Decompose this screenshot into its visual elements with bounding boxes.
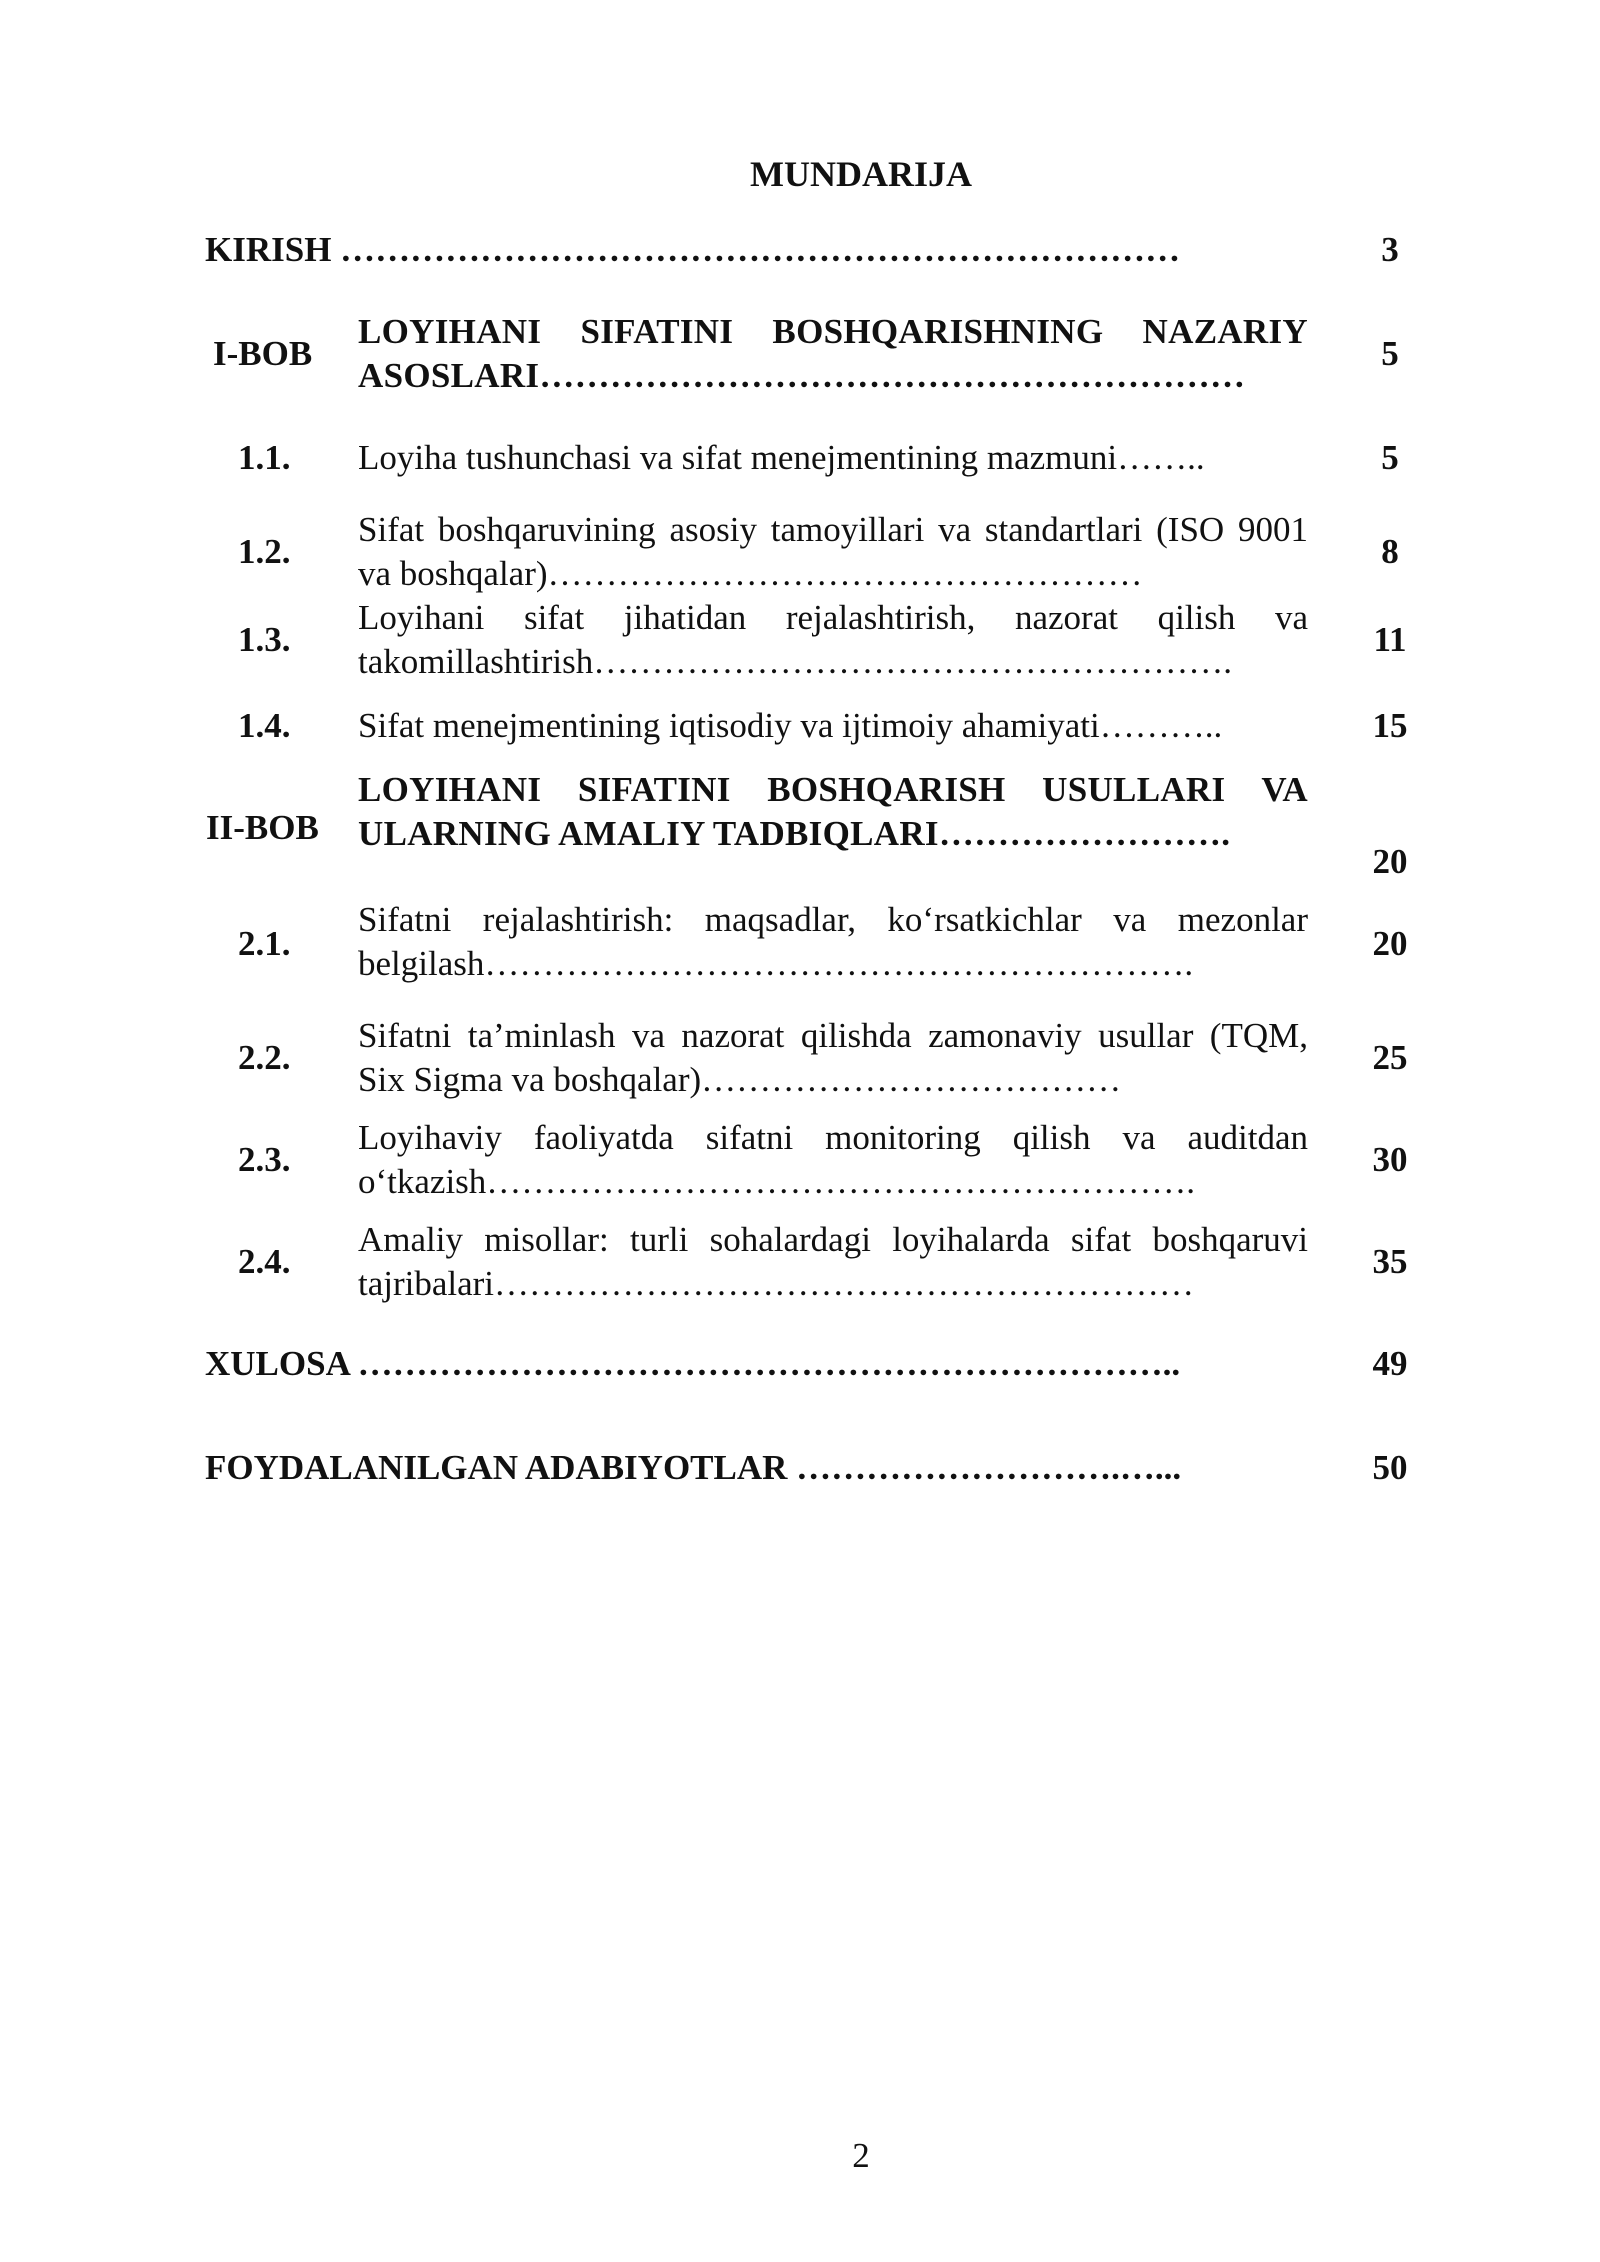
toc-entry-1-4[interactable] <box>0 704 1600 748</box>
toc-entry-label: I-BOB <box>213 334 313 373</box>
toc-entry-references[interactable] <box>0 1446 1600 1490</box>
toc-page-number: 49 <box>1372 1344 1408 1383</box>
toc-page-number: 20 <box>1372 924 1408 963</box>
toc-entry-label: 2.4. <box>238 1242 291 1281</box>
toc-page-number: 35 <box>1372 1242 1408 1281</box>
toc-entry-title: LOYIHANI SIFATINI BOSHQARISH USULLARI VA ULARNING AMALIY TADBIQLARI……………………. <box>358 770 1308 853</box>
toc-entry-2-3[interactable] <box>0 1116 1600 1204</box>
toc-entry-label: 2.1. <box>238 924 291 963</box>
toc-entry-chapter-1[interactable] <box>0 310 1600 398</box>
toc-page-number: 11 <box>1373 620 1407 659</box>
toc-entry-2-2[interactable] <box>0 1014 1600 1102</box>
toc-entry-title: Sifatni ta’minlash va nazorat qilishda zamonaviy usullar (TQM, Six Sigma va boshqalar)……………………………… <box>358 1016 1308 1099</box>
toc-entry-label: 1.3. <box>238 620 291 659</box>
toc-entry-title: Loyihaviy faoliyatda sifatni monitoring qilish va auditdan o‘tkazish……………………………………………………. <box>358 1118 1308 1201</box>
toc-page-number: 30 <box>1372 1140 1408 1179</box>
toc-entry-2-4[interactable] <box>0 1218 1600 1306</box>
toc-entry-label: 1.1. <box>238 438 291 477</box>
toc-entry-label: 2.3. <box>238 1140 291 1179</box>
toc-entry-title: FOYDALANILGAN ADABIYOTLAR ……………………….…... <box>205 1448 1182 1487</box>
toc-entry-title: Loyihani sifat jihatidan rejalashtirish, nazorat qilish va takomillashtirish………………………………………………. <box>358 598 1308 681</box>
toc-page-number: 8 <box>1381 532 1399 571</box>
toc-entry-label: 2.2. <box>238 1038 291 1077</box>
toc-page-number: 5 <box>1381 438 1399 477</box>
toc-entry-intro[interactable] <box>0 228 1600 272</box>
toc-entry-2-1[interactable] <box>0 898 1600 986</box>
page-title: MUNDARIJA <box>750 154 972 194</box>
toc-entry-label: II-BOB <box>206 808 319 847</box>
toc-entry-label: 1.4. <box>238 706 291 745</box>
toc-entry-title: KIRISH ……………………………………………………………… <box>205 230 1181 269</box>
toc-page-number: 3 <box>1381 230 1399 269</box>
toc-entry-chapter-2[interactable] <box>0 768 1600 888</box>
toc-entry-1-2[interactable] <box>0 508 1600 596</box>
toc-entry-title: Sifat boshqaruvining asosiy tamoyillari va standartlari (ISO 9001 va boshqalar)…………………………………………… <box>358 510 1308 593</box>
toc-entry-conclusion[interactable] <box>0 1342 1600 1386</box>
toc-page-number: 5 <box>1381 334 1399 373</box>
toc-page-number: 50 <box>1372 1448 1408 1487</box>
toc-entry-title: Sifatni rejalashtirish: maqsadlar, ko‘rsatkichlar va mezonlar belgilash……………………………………………………. <box>358 900 1308 983</box>
toc-entry-1-3[interactable] <box>0 596 1600 684</box>
toc-entry-title: Sifat menejmentining iqtisodiy va ijtimoiy ahamiyati……….. <box>358 706 1223 745</box>
toc-page-number: 25 <box>1372 1038 1408 1077</box>
toc-page-number: 20 <box>1372 842 1408 881</box>
toc-entry-title: XULOSA …………………………………………………………….. <box>205 1344 1181 1383</box>
toc-entry-title: LOYIHANI SIFATINI BOSHQARISHNING NAZARIY ASOSLARI…………………………………………………… <box>358 312 1308 395</box>
toc-entry-title: Loyiha tushunchasi va sifat menejmentining mazmuni…….. <box>358 438 1205 477</box>
toc-entry-1-1[interactable] <box>0 436 1600 480</box>
page-number: 2 <box>852 2136 870 2175</box>
toc-entry-label: 1.2. <box>238 532 291 571</box>
toc-entry-title: Amaliy misollar: turli sohalardagi loyihalarda sifat boshqaruvi tajribalari…………………………………………………… <box>358 1220 1308 1303</box>
toc-page-number: 15 <box>1372 706 1408 745</box>
